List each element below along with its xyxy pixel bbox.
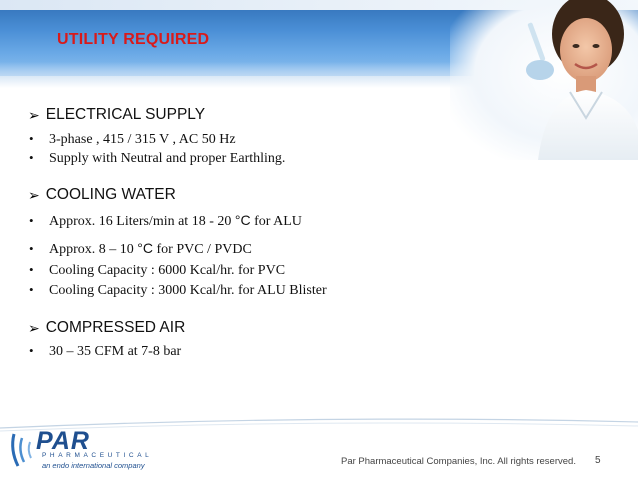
bullet-text-part: Approx. 16 Liters/min at 18 - 20 [49, 214, 235, 229]
section-heading-label: COMPRESSED AIR [45, 319, 186, 336]
dot-bullet-icon: • [29, 343, 34, 358]
dot-bullet-icon: • [29, 282, 34, 297]
dot-bullet-icon: • [29, 262, 34, 277]
bullet-item [29, 282, 327, 299]
scientist-photo-icon [450, 0, 638, 160]
bullet-text-part: Approx. 8 – 10 [49, 242, 138, 257]
page-number: 5 [595, 455, 601, 466]
temperature-unit: °C [234, 212, 251, 228]
bullet-text [49, 212, 302, 230]
bullet-text-part: for ALU [250, 214, 302, 229]
bullet-text: 3-phase , 415 / 315 V , AC 50 Hz [49, 132, 236, 147]
logo-subtitle: PHARMACEUTICAL [42, 452, 153, 459]
section-heading-label: ELECTRICAL SUPPLY [45, 106, 206, 123]
copyright-notice: Par Pharmaceutical Companies, Inc. All rights reserved. [341, 456, 576, 467]
arrow-bullet-icon: ➢ [28, 319, 40, 336]
section-heading-electrical [28, 106, 205, 124]
dot-bullet-icon: • [29, 241, 34, 256]
bullet-text: Supply with Neutral and proper Earthling. [49, 151, 286, 166]
bullet-item [29, 240, 252, 258]
arrow-bullet-icon: ➢ [28, 106, 40, 123]
scientist-photo [450, 0, 638, 160]
bullet-text-part: for PVC / PVDC [153, 242, 252, 257]
logo-tagline: an endo international company [42, 461, 145, 470]
bullet-item [29, 343, 181, 360]
section-heading-cooling [28, 186, 176, 204]
arrow-bullet-icon: ➢ [28, 186, 40, 203]
section-heading-compressed-air [28, 319, 185, 337]
dot-bullet-icon: • [29, 213, 34, 228]
bullet-text [49, 240, 252, 258]
temperature-unit: °C [137, 240, 153, 256]
bullet-item [29, 131, 236, 148]
section-heading-label: COOLING WATER [45, 186, 176, 203]
bullet-text: 30 – 35 CFM at 7-8 bar [49, 344, 182, 359]
logo-name: PAR [36, 427, 90, 455]
bullet-item [29, 150, 285, 167]
dot-bullet-icon: • [29, 150, 34, 165]
bullet-text: Cooling Capacity : 6000 Kcal/hr. for PVC [49, 263, 286, 278]
bullet-item [29, 262, 285, 279]
dot-bullet-icon: • [29, 131, 34, 146]
bullet-item [29, 212, 302, 230]
slide-title: UTILITY REQUIRED [57, 31, 210, 48]
bullet-text: Cooling Capacity : 3000 Kcal/hr. for ALU Blister [49, 283, 327, 298]
